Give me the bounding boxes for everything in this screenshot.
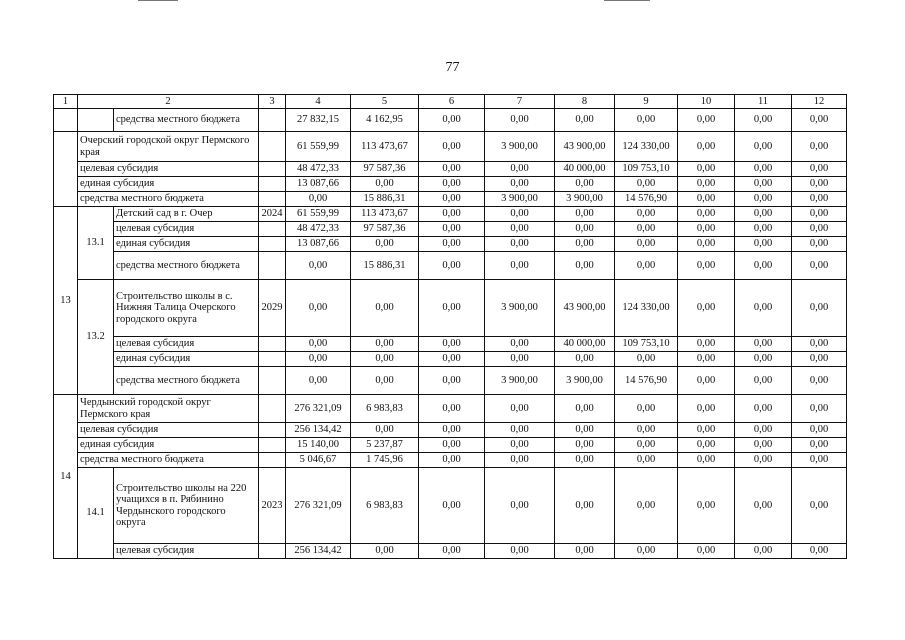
value-cell: 0,00 xyxy=(615,237,678,252)
value-cell: 40 000,00 xyxy=(555,162,615,177)
value-cell: 0,00 xyxy=(485,395,555,423)
value-cell: 0,00 xyxy=(555,207,615,222)
row-label-cell: целевая субсидия xyxy=(114,337,259,352)
value-cell: 0,00 xyxy=(735,337,792,352)
value-cell: 0,00 xyxy=(792,337,847,352)
value-cell: 0,00 xyxy=(792,423,847,438)
table-row xyxy=(54,237,847,252)
value-cell: 0,00 xyxy=(678,280,735,337)
value-cell: 5 046,67 xyxy=(286,453,351,468)
value-cell: 0,00 xyxy=(286,367,351,395)
value-cell: 0,00 xyxy=(485,423,555,438)
value-cell: 0,00 xyxy=(286,337,351,352)
value-cell: 3 900,00 xyxy=(555,367,615,395)
value-cell: 109 753,10 xyxy=(615,162,678,177)
value-cell: 0,00 xyxy=(485,109,555,132)
value-cell: 0,00 xyxy=(792,237,847,252)
table-row xyxy=(54,468,847,544)
value-cell: 0,00 xyxy=(678,132,735,162)
value-cell: 0,00 xyxy=(735,544,792,559)
row-index-cell: 13 xyxy=(54,207,78,395)
value-cell: 0,00 xyxy=(678,222,735,237)
table-row xyxy=(54,337,847,352)
value-cell: 0,00 xyxy=(735,453,792,468)
header-cell: 5 xyxy=(351,95,419,109)
value-cell: 0,00 xyxy=(485,237,555,252)
row-label-cell: Строительство школы в с. Нижняя Талица Очерского городского округа xyxy=(114,280,259,337)
row-label-cell: единая субсидия xyxy=(114,237,259,252)
table-row xyxy=(54,177,847,192)
value-cell: 256 134,42 xyxy=(286,423,351,438)
value-cell: 0,00 xyxy=(735,132,792,162)
header-cell: 12 xyxy=(792,95,847,109)
value-cell: 0,00 xyxy=(419,162,485,177)
row-label-cell: Чердынский городской округ Пермского края xyxy=(78,395,259,423)
year-cell: 2029 xyxy=(259,280,286,337)
row-label-cell: Детский сад в г. Очер xyxy=(114,207,259,222)
value-cell: 0,00 xyxy=(615,395,678,423)
value-cell: 0,00 xyxy=(678,544,735,559)
value-cell: 0,00 xyxy=(286,352,351,367)
value-cell: 0,00 xyxy=(792,544,847,559)
value-cell: 0,00 xyxy=(792,468,847,544)
header-cell: 7 xyxy=(485,95,555,109)
row-index-cell xyxy=(54,109,78,132)
table-row xyxy=(54,162,847,177)
value-cell: 0,00 xyxy=(735,367,792,395)
sub-index-cell xyxy=(78,109,114,132)
sub-index-cell: 13.1 xyxy=(78,207,114,280)
value-cell: 0,00 xyxy=(485,468,555,544)
value-cell: 15 886,31 xyxy=(351,192,419,207)
value-cell: 3 900,00 xyxy=(485,280,555,337)
year-cell xyxy=(259,453,286,468)
row-label-cell: средства местного бюджета xyxy=(78,192,259,207)
value-cell: 0,00 xyxy=(678,423,735,438)
value-cell: 0,00 xyxy=(555,395,615,423)
value-cell: 43 900,00 xyxy=(555,280,615,337)
value-cell: 97 587,36 xyxy=(351,222,419,237)
value-cell: 0,00 xyxy=(555,453,615,468)
value-cell: 0,00 xyxy=(419,468,485,544)
value-cell: 3 900,00 xyxy=(485,192,555,207)
table-row xyxy=(54,192,847,207)
budget-table xyxy=(53,94,847,559)
row-label-cell: средства местного бюджета xyxy=(114,109,259,132)
value-cell: 0,00 xyxy=(351,352,419,367)
row-label-cell: целевая субсидия xyxy=(78,162,259,177)
value-cell: 0,00 xyxy=(735,280,792,337)
value-cell: 0,00 xyxy=(615,423,678,438)
value-cell: 27 832,15 xyxy=(286,109,351,132)
value-cell: 0,00 xyxy=(555,352,615,367)
value-cell: 0,00 xyxy=(419,337,485,352)
year-cell xyxy=(259,162,286,177)
value-cell: 0,00 xyxy=(485,177,555,192)
table-row xyxy=(54,132,847,162)
value-cell: 0,00 xyxy=(792,207,847,222)
value-cell: 0,00 xyxy=(485,252,555,280)
row-label-cell: Очерский городской округ Пермского края xyxy=(78,132,259,162)
value-cell: 0,00 xyxy=(555,177,615,192)
top-rule-left xyxy=(138,0,178,1)
table-row xyxy=(54,453,847,468)
value-cell: 0,00 xyxy=(419,109,485,132)
value-cell: 13 087,66 xyxy=(286,237,351,252)
table-row xyxy=(54,352,847,367)
year-cell xyxy=(259,109,286,132)
table-row xyxy=(54,544,847,559)
value-cell: 15 886,31 xyxy=(351,252,419,280)
value-cell: 0,00 xyxy=(678,207,735,222)
value-cell: 0,00 xyxy=(555,252,615,280)
year-cell xyxy=(259,222,286,237)
sub-index-cell: 14.1 xyxy=(78,468,114,559)
value-cell: 0,00 xyxy=(735,352,792,367)
value-cell: 5 237,87 xyxy=(351,438,419,453)
header-cell: 4 xyxy=(286,95,351,109)
value-cell: 0,00 xyxy=(419,367,485,395)
value-cell: 0,00 xyxy=(351,423,419,438)
row-label-cell: единая субсидия xyxy=(114,352,259,367)
page-number: 77 xyxy=(445,60,460,75)
header-cell: 8 xyxy=(555,95,615,109)
value-cell: 0,00 xyxy=(678,177,735,192)
year-cell xyxy=(259,192,286,207)
row-index-cell: 14 xyxy=(54,395,78,559)
value-cell: 113 473,67 xyxy=(351,132,419,162)
year-cell xyxy=(259,423,286,438)
value-cell: 0,00 xyxy=(792,162,847,177)
value-cell: 0,00 xyxy=(419,222,485,237)
value-cell: 0,00 xyxy=(419,423,485,438)
value-cell: 0,00 xyxy=(555,468,615,544)
value-cell: 109 753,10 xyxy=(615,337,678,352)
sub-index-cell: 13.2 xyxy=(78,280,114,395)
value-cell: 4 162,95 xyxy=(351,109,419,132)
value-cell: 0,00 xyxy=(735,237,792,252)
value-cell: 256 134,42 xyxy=(286,544,351,559)
value-cell: 0,00 xyxy=(555,237,615,252)
value-cell: 0,00 xyxy=(485,453,555,468)
row-label-cell: целевая субсидия xyxy=(114,222,259,237)
value-cell: 0,00 xyxy=(792,367,847,395)
value-cell: 0,00 xyxy=(351,237,419,252)
value-cell: 3 900,00 xyxy=(555,192,615,207)
value-cell: 0,00 xyxy=(286,192,351,207)
value-cell: 0,00 xyxy=(735,192,792,207)
value-cell: 0,00 xyxy=(792,438,847,453)
value-cell: 97 587,36 xyxy=(351,162,419,177)
value-cell: 0,00 xyxy=(735,177,792,192)
value-cell: 0,00 xyxy=(792,395,847,423)
value-cell: 48 472,33 xyxy=(286,162,351,177)
value-cell: 0,00 xyxy=(615,109,678,132)
value-cell: 0,00 xyxy=(792,132,847,162)
value-cell: 0,00 xyxy=(792,109,847,132)
value-cell: 61 559,99 xyxy=(286,207,351,222)
value-cell: 0,00 xyxy=(735,207,792,222)
value-cell: 0,00 xyxy=(485,162,555,177)
row-label-cell: средства местного бюджета xyxy=(114,252,259,280)
value-cell: 0,00 xyxy=(419,453,485,468)
value-cell: 0,00 xyxy=(792,177,847,192)
value-cell: 13 087,66 xyxy=(286,177,351,192)
row-label-cell: целевая субсидия xyxy=(114,544,259,559)
value-cell: 0,00 xyxy=(485,544,555,559)
value-cell: 0,00 xyxy=(792,252,847,280)
value-cell: 6 983,83 xyxy=(351,395,419,423)
value-cell: 0,00 xyxy=(615,544,678,559)
value-cell: 0,00 xyxy=(351,337,419,352)
value-cell: 0,00 xyxy=(678,367,735,395)
table-row xyxy=(54,222,847,237)
table-row xyxy=(54,395,847,423)
value-cell: 0,00 xyxy=(792,192,847,207)
value-cell: 124 330,00 xyxy=(615,280,678,337)
year-cell xyxy=(259,132,286,162)
year-cell: 2024 xyxy=(259,207,286,222)
value-cell: 0,00 xyxy=(678,162,735,177)
value-cell: 0,00 xyxy=(419,544,485,559)
value-cell: 0,00 xyxy=(419,352,485,367)
value-cell: 0,00 xyxy=(615,207,678,222)
year-cell xyxy=(259,337,286,352)
value-cell: 61 559,99 xyxy=(286,132,351,162)
value-cell: 0,00 xyxy=(419,192,485,207)
header-cell: 2 xyxy=(78,95,259,109)
value-cell: 0,00 xyxy=(735,423,792,438)
value-cell: 0,00 xyxy=(678,395,735,423)
value-cell: 0,00 xyxy=(615,468,678,544)
value-cell: 0,00 xyxy=(485,207,555,222)
value-cell: 0,00 xyxy=(678,468,735,544)
value-cell: 1 745,96 xyxy=(351,453,419,468)
value-cell: 0,00 xyxy=(615,438,678,453)
value-cell: 0,00 xyxy=(419,280,485,337)
year-cell xyxy=(259,252,286,280)
value-cell: 0,00 xyxy=(735,438,792,453)
row-label-cell: Строительство школы на 220 учащихся в п. Рябинино Чердынского городского округа xyxy=(114,468,259,544)
value-cell: 15 140,00 xyxy=(286,438,351,453)
value-cell: 0,00 xyxy=(678,237,735,252)
value-cell: 0,00 xyxy=(678,252,735,280)
value-cell: 0,00 xyxy=(351,367,419,395)
value-cell: 276 321,09 xyxy=(286,468,351,544)
value-cell: 0,00 xyxy=(419,252,485,280)
year-cell: 2023 xyxy=(259,468,286,544)
value-cell: 113 473,67 xyxy=(351,207,419,222)
year-cell xyxy=(259,367,286,395)
value-cell: 0,00 xyxy=(792,453,847,468)
value-cell: 0,00 xyxy=(615,222,678,237)
table-row xyxy=(54,109,847,132)
value-cell: 0,00 xyxy=(419,237,485,252)
value-cell: 3 900,00 xyxy=(485,367,555,395)
value-cell: 0,00 xyxy=(286,280,351,337)
value-cell: 0,00 xyxy=(678,337,735,352)
row-label-cell: средства местного бюджета xyxy=(78,453,259,468)
value-cell: 0,00 xyxy=(555,222,615,237)
top-rule-right xyxy=(604,0,650,1)
header-cell: 3 xyxy=(259,95,286,109)
value-cell: 0,00 xyxy=(792,280,847,337)
value-cell: 0,00 xyxy=(615,453,678,468)
year-cell xyxy=(259,352,286,367)
table-row xyxy=(54,423,847,438)
value-cell: 0,00 xyxy=(678,192,735,207)
header-cell: 11 xyxy=(735,95,792,109)
value-cell: 0,00 xyxy=(485,337,555,352)
year-cell xyxy=(259,438,286,453)
value-cell: 0,00 xyxy=(555,438,615,453)
value-cell: 0,00 xyxy=(735,162,792,177)
header-cell: 9 xyxy=(615,95,678,109)
year-cell xyxy=(259,544,286,559)
value-cell: 0,00 xyxy=(735,468,792,544)
row-label-cell: целевая субсидия xyxy=(78,423,259,438)
value-cell: 0,00 xyxy=(419,132,485,162)
value-cell: 6 983,83 xyxy=(351,468,419,544)
value-cell: 3 900,00 xyxy=(485,132,555,162)
value-cell: 0,00 xyxy=(419,395,485,423)
year-cell xyxy=(259,395,286,423)
table-row xyxy=(54,252,847,280)
row-label-cell: единая субсидия xyxy=(78,177,259,192)
value-cell: 0,00 xyxy=(351,280,419,337)
table-row xyxy=(54,367,847,395)
value-cell: 14 576,90 xyxy=(615,367,678,395)
header-cell: 6 xyxy=(419,95,485,109)
year-cell xyxy=(259,177,286,192)
value-cell: 0,00 xyxy=(555,423,615,438)
year-cell xyxy=(259,237,286,252)
value-cell: 124 330,00 xyxy=(615,132,678,162)
value-cell: 0,00 xyxy=(792,352,847,367)
value-cell: 48 472,33 xyxy=(286,222,351,237)
value-cell: 0,00 xyxy=(735,222,792,237)
value-cell: 0,00 xyxy=(678,109,735,132)
header-row xyxy=(54,95,847,109)
value-cell: 0,00 xyxy=(792,222,847,237)
value-cell: 0,00 xyxy=(678,352,735,367)
row-index-cell xyxy=(54,132,78,207)
value-cell: 0,00 xyxy=(678,438,735,453)
value-cell: 0,00 xyxy=(286,252,351,280)
value-cell: 40 000,00 xyxy=(555,337,615,352)
table-row xyxy=(54,280,847,337)
value-cell: 276 321,09 xyxy=(286,395,351,423)
value-cell: 0,00 xyxy=(615,252,678,280)
value-cell: 0,00 xyxy=(555,109,615,132)
header-cell: 1 xyxy=(54,95,78,109)
value-cell: 0,00 xyxy=(615,177,678,192)
value-cell: 0,00 xyxy=(485,438,555,453)
row-label-cell: средства местного бюджета xyxy=(114,367,259,395)
row-label-cell: единая субсидия xyxy=(78,438,259,453)
value-cell: 0,00 xyxy=(735,395,792,423)
value-cell: 0,00 xyxy=(419,207,485,222)
value-cell: 0,00 xyxy=(351,177,419,192)
value-cell: 0,00 xyxy=(735,109,792,132)
table-row xyxy=(54,438,847,453)
value-cell: 0,00 xyxy=(735,252,792,280)
value-cell: 0,00 xyxy=(419,177,485,192)
value-cell: 0,00 xyxy=(485,222,555,237)
value-cell: 0,00 xyxy=(615,352,678,367)
value-cell: 0,00 xyxy=(555,544,615,559)
value-cell: 14 576,90 xyxy=(615,192,678,207)
value-cell: 0,00 xyxy=(351,544,419,559)
table-body xyxy=(54,95,847,559)
header-cell: 10 xyxy=(678,95,735,109)
value-cell: 43 900,00 xyxy=(555,132,615,162)
table-row xyxy=(54,207,847,222)
value-cell: 0,00 xyxy=(485,352,555,367)
value-cell: 0,00 xyxy=(419,438,485,453)
value-cell: 0,00 xyxy=(678,453,735,468)
